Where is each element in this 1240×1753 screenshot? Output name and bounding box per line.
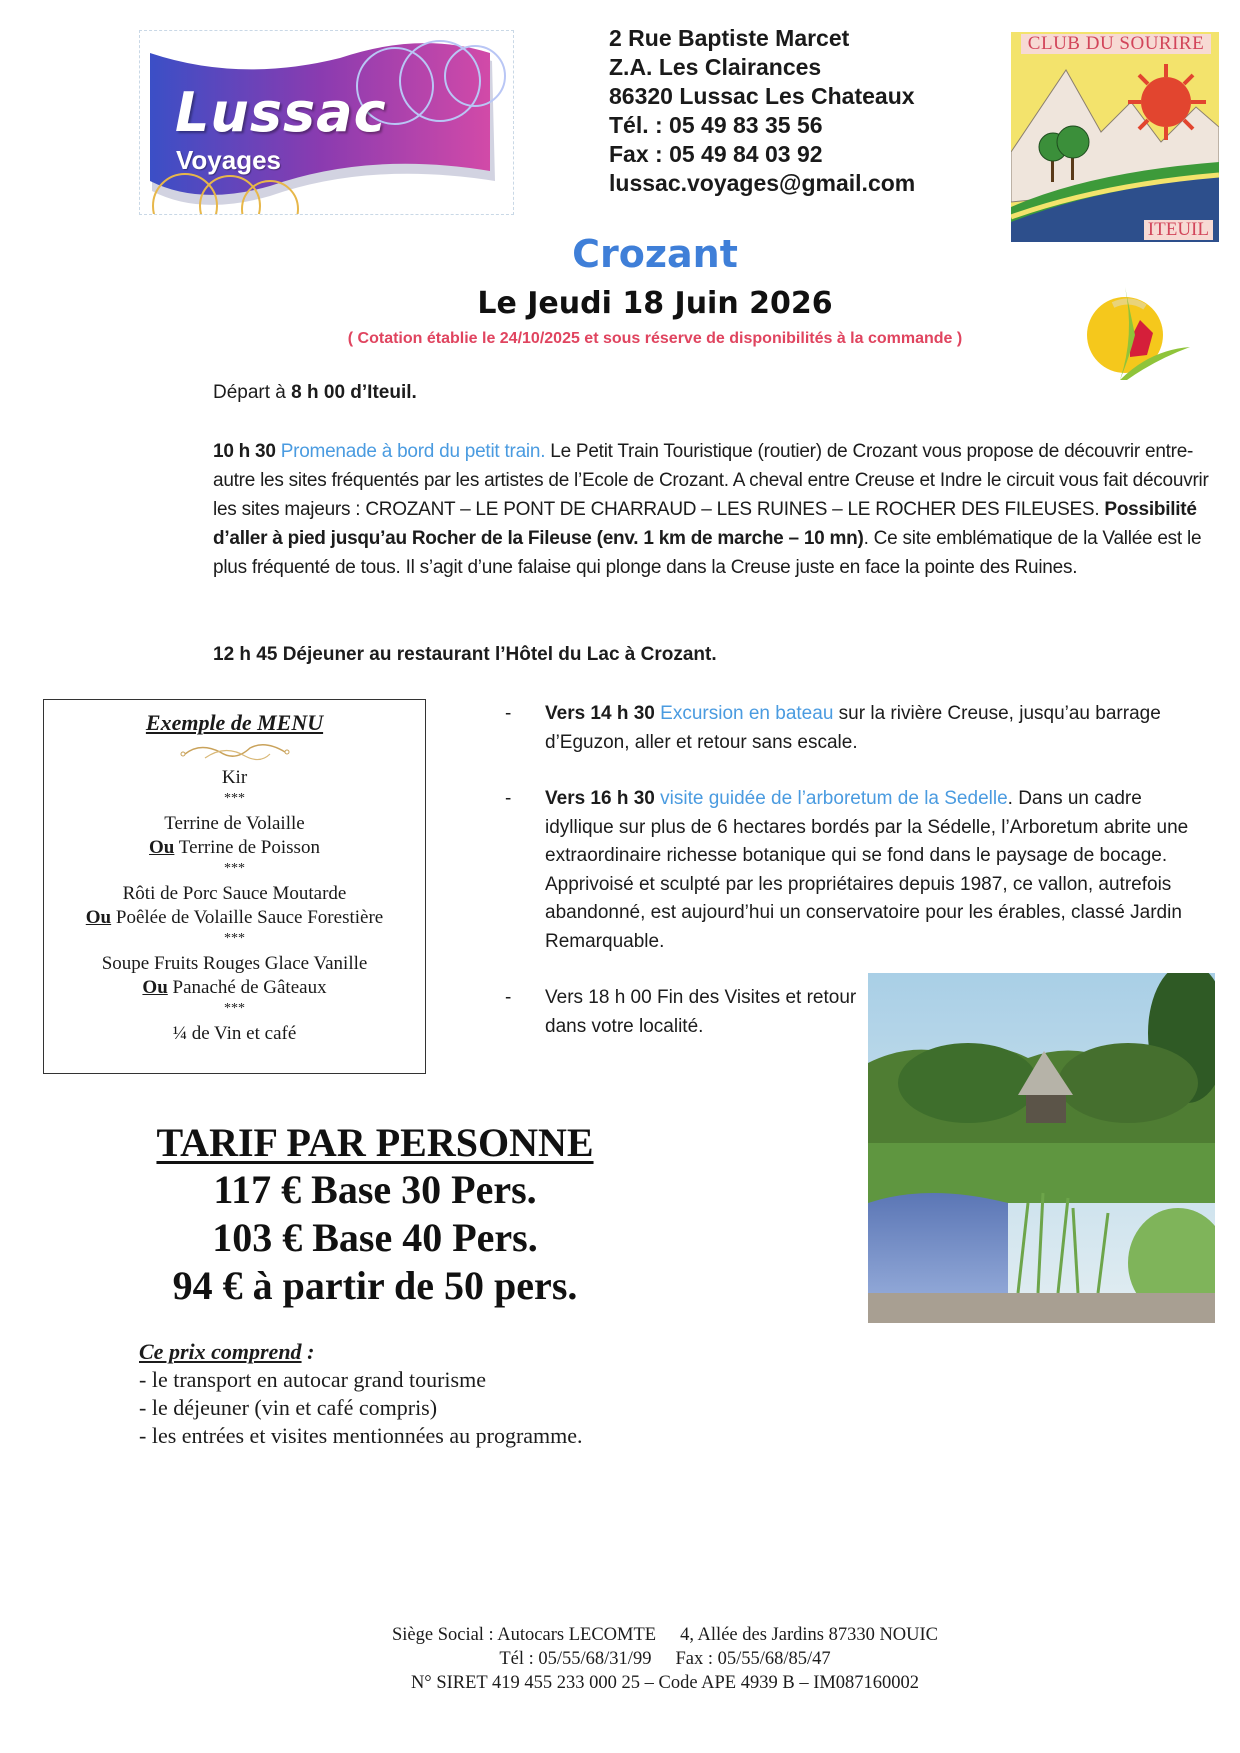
activity-arboretum: - Vers 16 h 30 visite guidée de l’arboretum de la Sedelle. Dans un cadre idyllique sur plus de 6 hectares bordés par la Sédelle, l’Arboretum abrite une extraordinaire richesse botanique qui se fond dans le paysage de bocage. Apprivoisé et sculpté par les propriétaires depuis 1987, ce vallon, autrefois abandonné, est aujourd’hui un conservatoire pour les érables, classé Jardin Remarquable. (505, 788, 1189, 952)
departure-prefix: Départ à (213, 382, 292, 403)
menu-drinks: ¼ de Vin et café (172, 1023, 297, 1044)
activity-title: Excursion en bateau (654, 703, 834, 724)
train-walk-option: Possibilité d’aller à pied jusqu’au Rocher de la Fileuse (env. 1 km de marche – 10 mn) (213, 499, 1197, 549)
menu-separator: *** (224, 791, 245, 806)
club-du-sourire-logo (1011, 32, 1219, 242)
trip-date: Le Jeudi 18 Juin 2026 (477, 286, 833, 321)
menu-dessert-1: Soupe Fruits Rouges Glace Vanille (101, 953, 368, 974)
includes-item: - le transport en autocar grand tourisme (139, 1367, 486, 1392)
menu-separator: *** (224, 1001, 245, 1016)
menu-dessert-2: Ou Panaché de Gâteaux (142, 977, 327, 998)
activity-time: Vers 16 h 30 (545, 788, 655, 809)
address-fax: Fax : 05 49 84 03 92 (609, 141, 823, 167)
includes-item: - le déjeuner (vin et café compris) (139, 1395, 438, 1420)
train-paragraph (213, 437, 1213, 582)
activity-description: sur la rivière Creuse, jusqu’au barrage d’Eguzon, aller et retour sans escale. (545, 703, 1161, 753)
menu-separator: *** (224, 861, 245, 876)
activity-return: - Vers 18 h 00 Fin des Visites et retour dans votre localité. (505, 987, 857, 1037)
departure-time: 8 h 00 d’Iteuil. (291, 382, 417, 403)
menu-main-1: Rôti de Porc Sauce Moutarde (122, 883, 347, 904)
page-title: Crozant (572, 232, 738, 276)
activity-time: Vers 14 h 30 (545, 703, 655, 724)
address-zone: Z.A. Les Clairances (609, 54, 822, 80)
train-description-end: . Ce site emblématique de la Vallée est le plus fréquenté de tous. Il s’agit d’une falaise qui plonge dans la Creuse juste en face la pointe des Ruines. (213, 528, 1202, 578)
company-footer (0, 1623, 1240, 1695)
footer-phone: Tél : 05/55/68/31/99 (499, 1649, 652, 1669)
activity-boat: - Vers 14 h 30 Excursion en bateau sur la rivière Creuse, jusqu’au barrage d’Eguzon, aller et retour sans escale. (505, 703, 1161, 753)
pricing-heading: TARIF PAR PERSONNE (156, 1120, 594, 1165)
price-includes (139, 1338, 583, 1450)
train-description: Le Petit Train Touristique (routier) de Crozant vous propose de découvrir entre-autre les sites fréquentés par les artistes de l’Ecole de Crozant. A cheval entre Creuse et Indre le circuit vous fait découvrir les sites majeurs : CROZANT – LE PONT DE CHARRAUD – LES RUINES – LE ROCHER DES FILEUSES. (213, 441, 1209, 520)
menu-starter-2: Ou Terrine de Poisson (149, 837, 320, 858)
menu-separator: *** (224, 931, 245, 946)
activity-title: visite guidée de l’arboretum de la Sedelle (654, 788, 1008, 809)
menu-starter-1: Terrine de Volaille (164, 813, 305, 834)
menu-main-2: Ou Poêlée de Volaille Sauce Forestière (85, 907, 384, 928)
price-40-pers: 103 € Base 40 Pers. (212, 1215, 538, 1260)
price-30-pers: 117 € Base 30 Pers. (213, 1167, 537, 1212)
leaf-emblem-icon (1075, 275, 1190, 390)
club-subtitle: ITEUIL (1144, 220, 1213, 240)
club-title: CLUB DU SOURIRE (1021, 34, 1211, 54)
agency-address-block (609, 24, 915, 198)
club-landscape-graphic (1011, 32, 1219, 242)
flourish-ornament-icon (44, 738, 425, 766)
menu-title: Exemple de MENU (145, 710, 324, 735)
lussac-voyages-logo (139, 30, 514, 215)
logo-brand-text: Lussac (175, 81, 387, 144)
arboretum-photo (868, 973, 1215, 1323)
lunch-line: 12 h 45 Déjeuner au restaurant l’Hôtel du Lac à Crozant. (213, 644, 717, 665)
address-email[interactable]: lussac.voyages@gmail.com (609, 170, 916, 196)
includes-item: - les entrées et visites mentionnées au programme. (139, 1423, 583, 1448)
train-activity-title: Promenade à bord du petit train. (280, 441, 546, 462)
address-phone: Tél. : 05 49 83 35 56 (609, 112, 823, 138)
activity-description: Vers 18 h 00 Fin des Visites et retour dans votre localité. (545, 987, 857, 1037)
train-time: 10 h 30 (213, 441, 276, 462)
pricing-block (130, 1120, 620, 1310)
address-street: 2 Rue Baptiste Marcet (609, 25, 850, 51)
cotation-notice: ( Cotation établie le 24/10/2025 et sous réserve de disponibilités à la commande ) (347, 330, 963, 347)
menu-box (43, 699, 426, 1074)
departure-line (213, 378, 417, 407)
footer-siret: N° SIRET 419 455 233 000 25 – Code APE 4939 B – IM087160002 (410, 1673, 920, 1693)
address-city: 86320 Lussac Les Chateaux (609, 83, 915, 109)
footer-head-office: Siège Social : Autocars LECOMTE (391, 1625, 657, 1645)
regional-leaf-logo (1075, 275, 1190, 390)
footer-address: 4, Allée des Jardins 87330 NOUIC (680, 1625, 939, 1645)
footer-fax: Fax : 05/55/68/85/47 (675, 1649, 831, 1669)
menu-aperitif: Kir (221, 767, 248, 788)
logo-subtitle-text: Voyages (176, 145, 282, 175)
activity-description: . Dans un cadre idyllique sur plus de 6 hectares bordés par la Sédelle, l’Arboretum abrite une extraordinaire richesse botanique qui se fond dans le paysage de bocage. Apprivoisé et sculpté par les propriétaires depuis 1987, ce vallon, autrefois abandonné, est aujourd’hui un conservatoire pour les érables, classé Jardin Remarquable. (545, 788, 1189, 952)
includes-heading: Ce prix comprend : (139, 1339, 315, 1364)
price-50-pers: 94 € à partir de 50 pers. (172, 1263, 578, 1308)
